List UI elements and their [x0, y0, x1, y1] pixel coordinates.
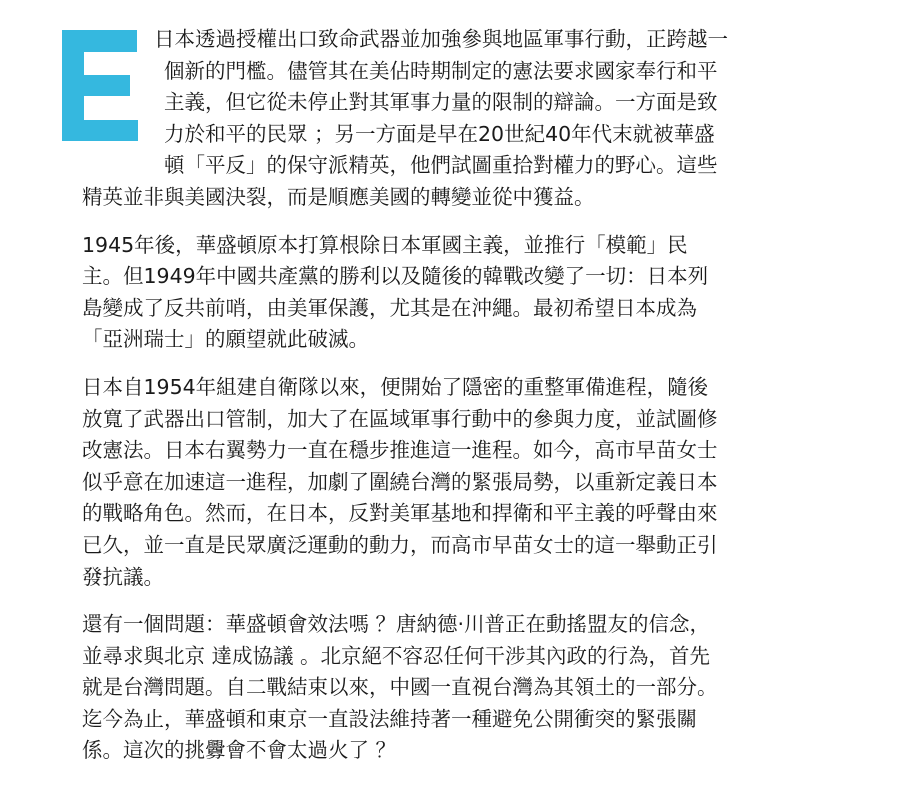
dropcap-letter-e	[62, 30, 138, 141]
text-line: 改憲法。日本右翼勢力一直在穩步推進這一進程。如今，高市早苗女士	[82, 438, 718, 463]
text-line: 係。這次的挑釁會不會太過火了 ？	[82, 738, 397, 763]
text-line: 個新的門檻。儘管其在美佔時期制定的憲法要求國家奉行和平	[164, 58, 718, 83]
text-line: 日本自1954年組建自衛隊以來，便開始了隱密的重整軍備進程，隨後	[82, 374, 709, 399]
text-line: 日本透過授權出口致命武器並加強參與地區軍事行動，正跨越一	[154, 27, 728, 51]
paragraph-3	[82, 372, 782, 593]
text-line: 並尋求與北京 達成協議 。北京絕不容忍任何干涉其內政的行為，首先	[82, 643, 711, 668]
text-line: 發抗議。	[82, 564, 164, 589]
paragraph-4	[82, 609, 782, 767]
dropcap-middle-arm	[62, 75, 130, 96]
dropcap-bottom-arm	[62, 120, 138, 141]
text-line: 已久，並一直是民眾廣泛運動的動力，而高市早苗女士的這一舉動正引	[82, 532, 718, 557]
dropcap-top-arm	[62, 30, 137, 52]
article-body	[82, 24, 782, 783]
text-line: 島變成了反共前哨，由美軍保護，尤其是在沖繩。最初希望日本成為	[82, 295, 697, 320]
text-line: 「亞洲瑞士」的願望就此破滅。	[82, 327, 369, 352]
text-line: 精英並非與美國決裂，而是順應美國的轉變並從中獲益。	[82, 184, 595, 209]
text-line: 放寬了武器出口管制，加大了在區域軍事行動中的參與力度，並試圖修	[82, 406, 718, 431]
text-line: 主。但1949年中國共產黨的勝利以及隨後的韓戰改變了一切：日本列	[82, 264, 709, 289]
text-line: 1945年後，華盛頓原本打算根除日本軍國主義，並推行「模範」民	[82, 232, 688, 257]
paragraph-2	[82, 230, 782, 356]
text-line: 迄今為止，華盛頓和東京一直設法維持著一種避免公開衝突的緊張關	[82, 706, 697, 731]
text-line: 似乎意在加速這一進程，加劇了圍繞台灣的緊張局勢，以重新定義日本	[82, 469, 718, 494]
text-line: 力於和平的民眾 ；另一方面是早在20世紀40年代末就被華盛	[164, 121, 715, 146]
text-line: 頓「平反」的保守派精英，他們試圖重拾對權力的野心。這些	[164, 153, 718, 178]
text-line: 還有一個問題：華盛頓會效法嗎 ？唐納德·川普正在動搖盟友的信念，	[82, 612, 711, 637]
text-line: 就是台灣問題。自二戰結束以來，中國一直視台灣為其領土的一部分。	[82, 675, 718, 700]
text-line: 主義，但它從未停止對其軍事力量的限制的辯論。一方面是致	[164, 90, 718, 115]
text-line: 的戰略角色。然而，在日本，反對美軍基地和捍衛和平主義的呼聲由來	[82, 501, 718, 526]
paragraph-1	[82, 24, 782, 214]
